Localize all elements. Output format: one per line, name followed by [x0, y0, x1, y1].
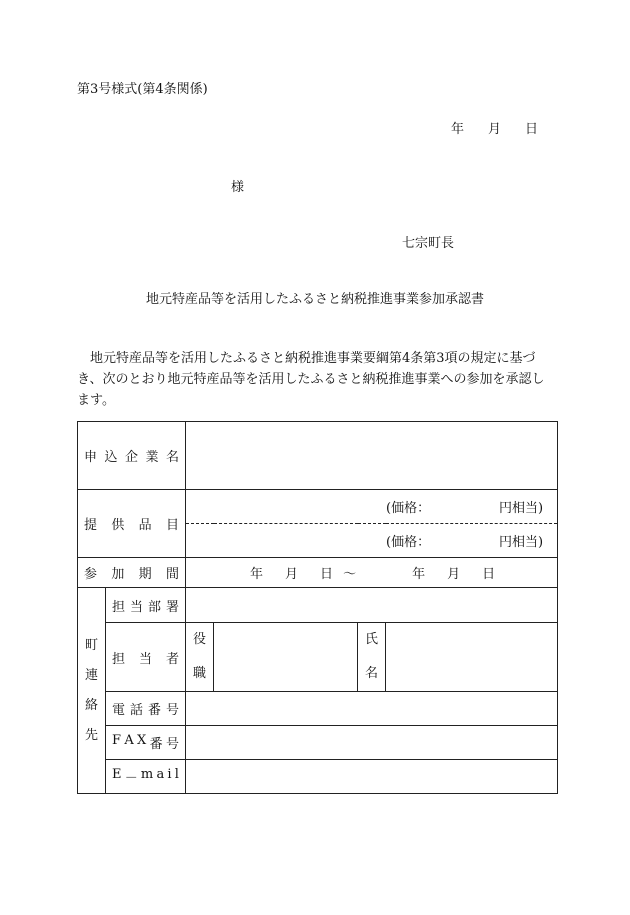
label-char: 町	[84, 637, 98, 653]
label-char: X	[137, 733, 147, 748]
label-row	[106, 767, 185, 786]
label-char: －	[124, 771, 138, 786]
period-day1: 日	[320, 567, 334, 582]
label-char: E	[112, 767, 122, 782]
label-char: 署	[166, 599, 180, 615]
label-char: 部	[148, 599, 162, 615]
addressee: 様	[231, 180, 245, 195]
label-char: m	[140, 767, 154, 782]
label-char: 企	[125, 450, 139, 465]
date-year: 年	[451, 122, 465, 137]
person-row-1	[78, 623, 558, 658]
phone-row	[78, 692, 558, 726]
label-char: 絡	[84, 697, 98, 713]
label-char: 話	[130, 703, 144, 718]
label-char: 者	[166, 651, 180, 667]
label-char: 電	[112, 703, 126, 718]
period-year2: 年	[412, 567, 426, 582]
label-char: 担	[112, 651, 126, 667]
label-row	[106, 648, 185, 667]
label-char: 参	[84, 567, 98, 582]
fax-field[interactable]	[186, 726, 558, 760]
dept-field[interactable]	[186, 588, 558, 623]
price-close: 円相当)	[498, 535, 544, 550]
period-label	[78, 558, 186, 588]
position-field[interactable]	[214, 623, 358, 692]
label-row	[106, 596, 185, 615]
issue-date	[451, 122, 538, 138]
price-open: (価格：	[386, 535, 431, 550]
item-field-2[interactable]	[186, 524, 558, 558]
date-month: 月	[488, 122, 502, 137]
label-char: 番	[148, 703, 162, 718]
item-field-1[interactable]	[186, 490, 558, 524]
company-field[interactable]	[186, 422, 558, 490]
label-char: a	[156, 767, 165, 782]
label-char: 品	[138, 518, 152, 533]
label-char: 供	[111, 518, 125, 533]
label-char: 当	[130, 599, 144, 615]
period-tilde: ～	[343, 567, 357, 582]
label-char: i	[167, 767, 172, 782]
period-month2: 月	[447, 567, 461, 582]
label-char: 先	[84, 727, 98, 743]
label-char: 間	[165, 567, 179, 582]
label-char: 申	[84, 450, 98, 465]
items-label	[78, 490, 186, 558]
label-char: F	[112, 733, 122, 748]
label-char: 当	[139, 651, 153, 667]
form-number: 第3号様式(第4条関係)	[77, 82, 208, 97]
label-char: 役	[193, 632, 207, 647]
label-row	[78, 446, 185, 465]
label-char: 名	[365, 666, 379, 681]
label-row	[186, 563, 557, 582]
phone-field[interactable]	[186, 692, 558, 726]
spacer	[460, 563, 482, 582]
contact-label	[78, 588, 106, 794]
spacer	[356, 563, 412, 582]
period-day2: 日	[482, 567, 496, 582]
label-char: 職	[193, 666, 207, 681]
person-label	[106, 623, 186, 692]
period-row	[78, 558, 558, 588]
label-row	[186, 531, 557, 550]
email-field[interactable]	[186, 760, 558, 794]
label-char: 号	[165, 737, 179, 752]
label-char: 目	[165, 518, 179, 533]
email-row	[78, 760, 558, 794]
company-row	[78, 422, 558, 490]
spacer	[298, 563, 320, 582]
items-row-1	[78, 490, 558, 524]
issuer: 七宗町長	[402, 236, 455, 251]
label-char: 込	[104, 450, 118, 465]
label-char: 加	[111, 567, 125, 582]
label-row	[106, 699, 185, 718]
label-char: 担	[112, 599, 126, 615]
dept-label	[106, 588, 186, 623]
body-text: 地元特産品等を活用したふるさと納税推進事業要綱第4条第3項の規定に基づき、次のとおり地元特産品等を活用したふるさと納税推進事業への参加を承認します。	[77, 351, 545, 408]
label-char: 氏	[365, 632, 379, 647]
price-close: 円相当)	[498, 501, 544, 516]
date-day: 日	[525, 122, 539, 137]
label-char: 提	[84, 518, 98, 533]
document-title: 地元特産品等を活用したふるさと納税推進事業参加承認書	[145, 292, 484, 307]
label-row	[78, 514, 185, 533]
label-char: A	[124, 733, 134, 748]
label-char: 番	[149, 737, 163, 752]
spacer	[425, 563, 447, 582]
name-field[interactable]	[386, 623, 558, 692]
email-label	[106, 760, 186, 794]
approval-form-table	[77, 421, 558, 794]
phone-label	[106, 692, 186, 726]
name-label	[358, 623, 386, 692]
price-open: (価格：	[386, 501, 431, 516]
label-row	[186, 497, 557, 516]
company-label	[78, 422, 186, 490]
spacer	[263, 563, 285, 582]
label-char: 名	[166, 450, 180, 465]
fax-row	[78, 726, 558, 760]
spacer	[333, 563, 343, 582]
period-month1: 月	[285, 567, 299, 582]
label-char: 号	[166, 703, 180, 718]
dept-row	[78, 588, 558, 623]
label-char: 業	[145, 450, 159, 465]
label-row	[78, 563, 185, 582]
label-char: 連	[84, 667, 98, 683]
period-field[interactable]	[186, 558, 558, 588]
label-char: 期	[138, 567, 152, 582]
fax-label	[106, 726, 186, 760]
label-char: l	[174, 767, 179, 782]
label-row	[106, 733, 185, 752]
period-year1: 年	[250, 567, 264, 582]
position-label	[186, 623, 214, 692]
